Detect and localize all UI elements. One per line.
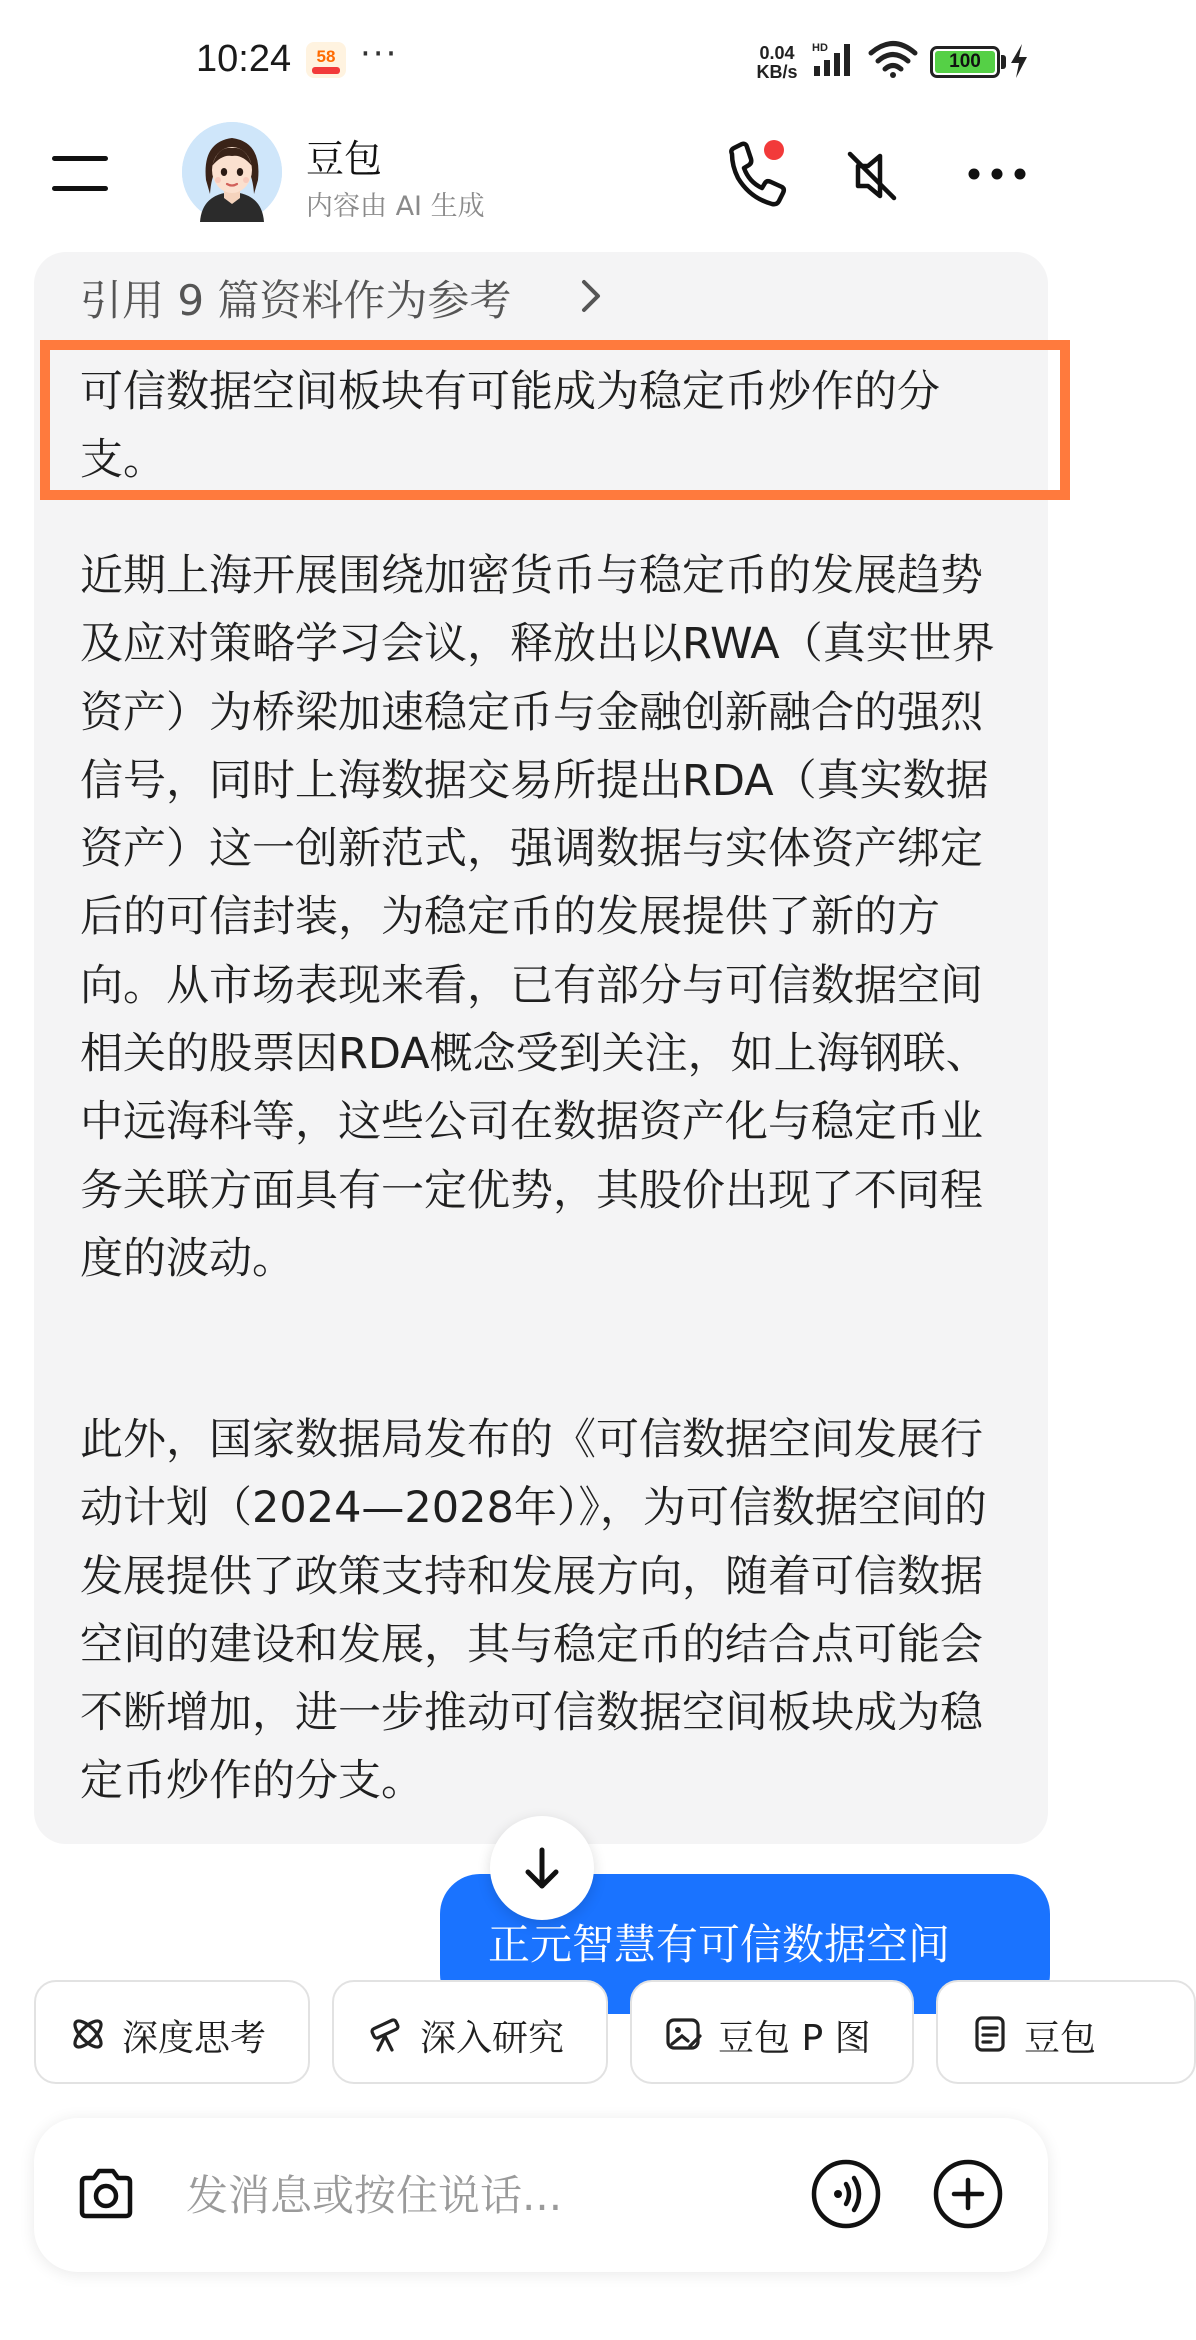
message-paragraph-2: 此外，国家数据局发布的《可信数据空间发展行动计划（2024—2028年）》，为可信数据空间的发展提供了政策支持和发展方向，随着可信数据空间的建设和发展，其与稳定币的结合点可能会不断增加，进一步推动可信数据空间板块成为稳定币炒作的分支。 bbox=[80, 1415, 987, 1807]
status-more-dots: ··· bbox=[360, 34, 399, 74]
chip-doubao-doc[interactable] bbox=[936, 1980, 1196, 2084]
network-speed-value: 0.04 bbox=[759, 43, 795, 63]
arrow-down-icon bbox=[490, 1816, 594, 1920]
user-message-text: 正元智慧有可信数据空间 bbox=[488, 1920, 951, 1969]
chat-header bbox=[0, 120, 1080, 230]
reference-sources-link[interactable]: 引用 9 篇资料作为参考 bbox=[80, 276, 512, 325]
status-bar bbox=[0, 0, 1080, 120]
chip-image-edit[interactable] bbox=[630, 1980, 914, 2084]
status-time: 10:24 bbox=[196, 38, 292, 80]
chip-label: 深入研究 bbox=[420, 2018, 565, 2059]
avatar[interactable] bbox=[182, 122, 282, 222]
battery-icon bbox=[930, 46, 1000, 78]
network-speed bbox=[752, 44, 802, 82]
chevron-right-icon[interactable] bbox=[578, 278, 604, 314]
app-58-badge-text: 58 bbox=[316, 47, 336, 66]
camera-icon[interactable] bbox=[74, 2164, 138, 2224]
scroll-to-bottom-button[interactable] bbox=[490, 1816, 594, 1920]
chip-deep-thinking[interactable] bbox=[34, 1980, 310, 2084]
ai-disclaimer: 内容由 AI 生成 bbox=[306, 191, 485, 222]
voice-input-icon[interactable] bbox=[810, 2158, 882, 2230]
charging-icon bbox=[1008, 42, 1030, 80]
tool-chips bbox=[0, 1976, 1097, 2088]
document-icon bbox=[970, 2014, 1010, 2054]
app-58-icon bbox=[304, 40, 348, 80]
menu-line bbox=[52, 156, 108, 161]
network-speed-unit: KB/s bbox=[756, 62, 798, 82]
chip-label: 豆包 bbox=[1024, 2018, 1097, 2059]
network-type-label: HD bbox=[812, 42, 828, 54]
signal-icon bbox=[810, 40, 858, 76]
wifi-icon bbox=[868, 40, 918, 78]
chip-label: 深度思考 bbox=[122, 2018, 267, 2059]
message-input[interactable] bbox=[186, 2160, 786, 2230]
menu-button[interactable] bbox=[52, 152, 112, 196]
telescope-icon bbox=[366, 2014, 406, 2054]
bot-name: 豆包 bbox=[306, 137, 383, 181]
chip-deep-research[interactable] bbox=[332, 1980, 608, 2084]
plus-icon[interactable] bbox=[932, 2158, 1004, 2230]
message-paragraph-1: 近期上海开展围绕加密货币与稳定币的发展趋势及应对策略学习会议，释放出以RWA（真实世界资产）为桥梁加速稳定币与金融创新融合的强烈信号，同时上海数据交易所提出RDA（真实数据资产）这一创新范式，强调数据与实体资产绑定后的可信封装，为稳定币的发展提供了新的方向。从市场表现来看，已有部分与可信数据空间相关的股票因RDA概念受到关注，如上海钢联、中远海科等，这些公司在数据资产化与稳定币业务关联方面具有一定优势，其股价出现了不同程度的波动。 bbox=[80, 551, 995, 1284]
chip-label: 豆包 P 图 bbox=[718, 2018, 871, 2059]
avatar-image bbox=[182, 122, 282, 222]
speaker-muted-icon[interactable] bbox=[840, 144, 904, 208]
menu-line bbox=[52, 186, 108, 191]
battery-level: 100 bbox=[935, 51, 995, 73]
atom-icon bbox=[68, 2014, 108, 2054]
call-notification-dot bbox=[764, 140, 784, 160]
battery-cap bbox=[1001, 55, 1006, 69]
image-edit-icon bbox=[664, 2014, 704, 2054]
more-options-icon[interactable] bbox=[966, 164, 1028, 184]
highlighted-sentence: 可信数据空间板块有可能成为稳定币炒作的分支。 bbox=[80, 367, 940, 485]
